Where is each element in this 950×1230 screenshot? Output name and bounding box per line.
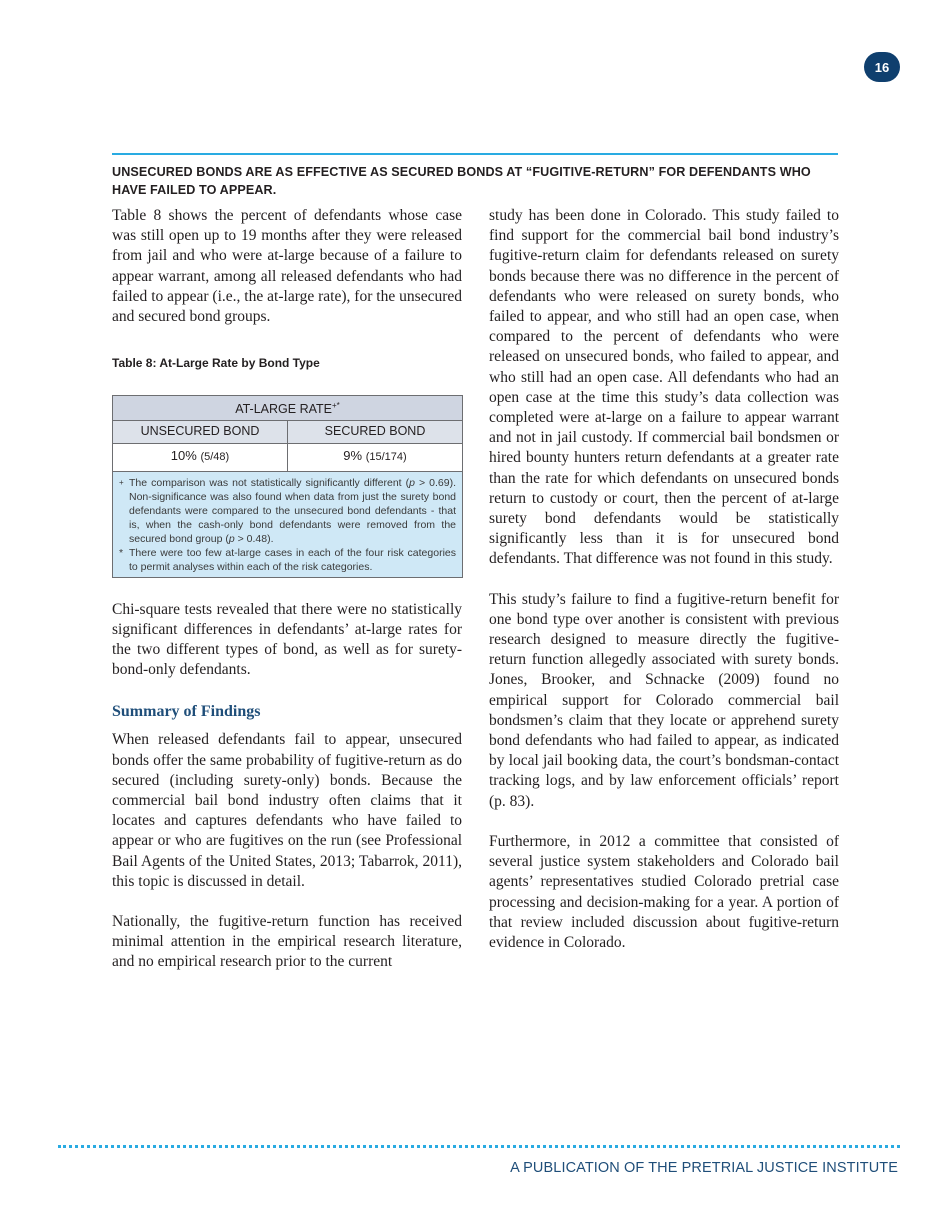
summary-heading: Summary of Findings (112, 703, 261, 721)
summary-paragraph-1: When released defendants fail to appear, unsecured bonds offer the same probability of fugitive-return as do secured (including surety-only) bonds. Because the commercial bail bond industry often claims that it locates and captures defendants who have failed to appear or who are fugitives on the run (see Professional Bail Agents of the United States, 2013; Tabarrok, 2011), this topic is discussed in detail. (112, 731, 462, 890)
section-top-rule (112, 153, 838, 155)
left-column (112, 206, 462, 973)
table-header-unsecured-bond: UNSECURED BOND (113, 420, 288, 443)
table-cell-secured-rate: 9% (15/174) (288, 443, 463, 471)
at-large-rate-table (112, 395, 463, 577)
table-caption: Table 8: At-Large Rate by Bond Type (112, 356, 320, 371)
right-column (489, 206, 839, 953)
intro-paragraph: Table 8 shows the percent of defendants whose case was still open up to 19 months after they were released from jail and who were at-large because of a failure to appear warrant, among all released defendants who had failed to appear (i.e., the at-large rate), for the unsecured and secured bond groups. (112, 207, 462, 326)
chi-square-paragraph: Chi-square tests revealed that there were no statistically significant differences in defendants’ at-large rates for the two different types of bond, as well as for surety-bond-only defendants. (112, 600, 462, 679)
right-paragraph-3: Furthermore, in 2012 a committee that consisted of several justice system stakeholders and Colorado bail agents’ representatives studied Colorado pretrial case processing and decision-making for a year. A portion of that review included discussion about fugitive-return evidence in Colorado. (489, 832, 839, 951)
right-paragraph-2: This study’s failure to find a fugitive-return benefit for one bond type over another is consistent with previous research designed to measure directly the fugitive-return function allegedly associated with surety bonds. Jones, Brooker, and Schnacke (2009) found no empirical support for Colorado commercial bail bondsmen’s claim that they locate or apprehend surety bond defendants who had failed to appear, as indicated by local jail booking data, the court’s bondsman-contact tracking logs, and by law enforcement officials’ report (p. 83). (489, 590, 839, 810)
summary-paragraph-2: Nationally, the fugitive-return function has received minimal attention in the empirical research literature, and no empirical research prior to the current (112, 913, 462, 971)
table-note-significance: + The comparison was not statistically significantly different (p > 0.69). Non-significance was also found when data from just the surety bond defendants were compared to the unsecured bond defendants - that is, when the cash-only bond defendants were removed from the secured bond group (p > 0.48). (119, 476, 456, 545)
page-number-badge (864, 52, 900, 82)
footer-publication-label: A PUBLICATION OF THE PRETRIAL JUSTICE INSTITUTE (510, 1160, 898, 1176)
right-paragraph-1: study has been done in Colorado. This study failed to find support for the commercial bail bond industry’s fugitive-return claim for defendants released on surety bonds because there was no difference in the percent of defendants who were released on surety bonds, who failed to appear, and who still had an open case, when compared to the percent of defendants who were released on unsecured bonds, who failed to appear, and who still had an open case. All defendants who had an open case at the time this study’s data collection was completed were at-large on a failure to appear warrant and not in jail custody. If commercial bail bondsmen or hired bounty hunters return defendants at a greater rate than the rate for which defendants on unsecured bonds return to custody or court, then the percent of at-large surety bond defendants would be statistically significantly less than it is for unsecured bond defendants. That difference was not found in this study. (489, 207, 839, 568)
table-header-secured-bond: SECURED BOND (288, 420, 463, 443)
table-note-risk-categories: * There were too few at-large cases in each of the four risk categories to permit analyses within each of the risk categories. (119, 546, 456, 573)
table-header-at-large-rate: AT-LARGE RATE+* (113, 396, 463, 420)
footer-dotted-rule (58, 1145, 900, 1148)
table-notes (113, 471, 463, 577)
page-number: 16 (874, 59, 890, 75)
section-heading: UNSECURED BONDS ARE AS EFFECTIVE AS SECURED BONDS AT “FUGITIVE-RETURN” FOR DEFENDANTS WHO HAVE FAILED TO APPEAR. (112, 165, 811, 197)
table-cell-unsecured-rate: 10% (5/48) (113, 443, 288, 471)
